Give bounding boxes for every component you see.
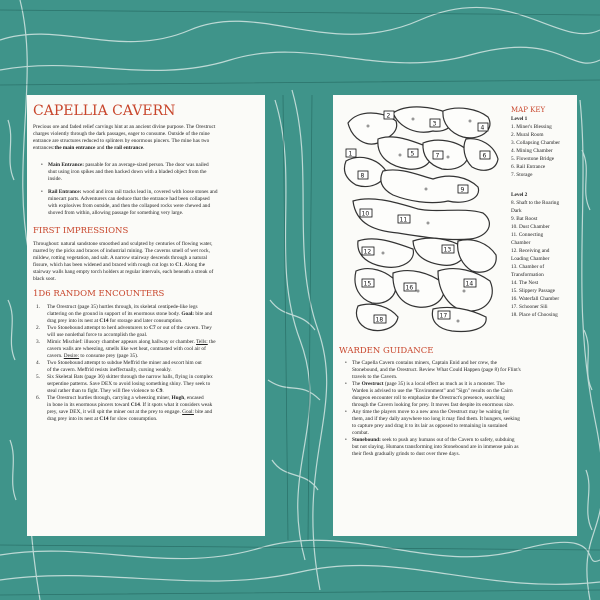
encounter-text: .: [162, 388, 164, 394]
entrance-text: wood and iron rail tracks lead in, covered with loose stones and: [81, 189, 218, 195]
map-marker: [478, 123, 488, 132]
key-item: Dark: [511, 208, 522, 214]
warden-text: to capture prey and drag it to its lair as opposed to remaining in sustained: [352, 423, 508, 429]
level-label: Level 2: [511, 192, 528, 198]
map-marker: [458, 185, 468, 194]
encounter-text: Two Stonebound attempt to subdue Meffrid the miner and escort him out: [47, 360, 202, 366]
map-label: 6: [482, 152, 487, 160]
map-label: 13: [443, 246, 452, 254]
map-label: 16: [405, 284, 414, 292]
warden-text: dungeon encounter roll to emphasize the Orestruct's presence, searching: [352, 395, 505, 401]
bullet-icon: •: [345, 438, 347, 443]
map-marker: [360, 209, 372, 218]
encounter-text: cavern walls are wheezing, smells like wet heat, contrasted with cool air of: [47, 346, 206, 352]
encounter-text: or out of the cavern. They: [156, 325, 212, 331]
key-item: Transformation: [511, 272, 544, 278]
map-label: 18: [375, 316, 384, 324]
key-item: Loading Chamber: [511, 256, 550, 262]
desire-label: Desire:: [63, 353, 80, 359]
room-ref: C7: [149, 325, 156, 331]
map-marker: [433, 151, 443, 160]
map-marker: [404, 283, 416, 292]
map-label: 4: [480, 124, 485, 132]
map-marker: [358, 171, 368, 180]
map-marker: [384, 111, 394, 120]
encounter-number: 5.: [36, 374, 40, 380]
encounter-text: Mimic Mischief: illusory chamber appears along hallway or chamber.: [47, 339, 195, 345]
encounter-text: for storage and later consumption.: [109, 318, 183, 324]
bullet-icon: •: [41, 190, 43, 195]
entrance-text: shoved from within, allowing passage for something very large.: [48, 210, 184, 216]
warden-text: but not slaying. Humans transforming into Stonebound are in immense pain as: [352, 444, 519, 450]
intro-line: Precious ore and faded relief carvings hint at an ancient divine purpose. The Orestruct: [33, 124, 216, 130]
warden-text: combat.: [352, 430, 369, 436]
key-item: 8. Shaft to the Roaring: [511, 200, 560, 206]
text-line: stairway walls hang empty torch holders at regular intervals, each beneath a streak of: [33, 269, 214, 275]
map-marker: [398, 215, 410, 224]
encounter-text: If it spots what it considers weak: [142, 402, 213, 408]
entrance-text: with explosives from outside, and then the collapsed rocks were chewed and: [48, 203, 211, 209]
goal-label: Goal:: [182, 409, 194, 415]
key-item: 3. Collapsing Chamber: [511, 140, 560, 146]
encounter-text: in bone in its enormous pincers toward: [47, 402, 130, 408]
encounter-text: drag prey into its nest at: [47, 416, 99, 422]
key-item: 11. Connecting: [511, 232, 544, 238]
room-ref: C14: [130, 402, 140, 408]
entrance-label: Rail Entrance:: [48, 189, 82, 195]
encounter-text: steal rather than to fight. They will flee violence to: [47, 388, 155, 394]
key-item: 2. Mural Room: [511, 132, 544, 138]
encounter-text: The Orestruct (page 35) hurtles through, its skeletal centipede-like legs: [47, 304, 198, 310]
bullet-icon: •: [345, 361, 347, 366]
level-label: Level 1: [511, 116, 528, 122]
npc-name: Hugh: [171, 395, 185, 401]
warden-guidance-heading: WARDEN GUIDANCE: [339, 346, 434, 356]
encounter-text: prey, save DEX, it will spit the miner out at the prey to engage.: [47, 409, 181, 415]
encounter-text: Six Skeletal Bats (page 36) skitter through the narrow halls, flying in complex: [47, 374, 213, 380]
bullet-icon: •: [41, 163, 43, 168]
encounter-text: of the cavern. Meffrid resists ineffectually, cursing weakly.: [47, 367, 172, 373]
warden-text: Warden is advised to use the "Environment" and "Sign" results on the Cairn: [352, 388, 513, 394]
encounter-number: 3.: [36, 339, 40, 345]
main-entrance-ref: the main entrance: [54, 145, 96, 151]
warden-text: their flesh gradually grinds to dust over three days.: [352, 451, 460, 457]
warden-label: Orestruct: [361, 381, 384, 387]
key-item: 1. Miner's Blessing: [511, 124, 552, 130]
intro-line: entrance are structures reduced to splinters by enormous pincers. The mine has two: [33, 138, 210, 144]
map-label: 5: [410, 150, 415, 158]
key-item: 6. Rail Entrance: [511, 164, 546, 170]
text-line: fissure, which has been widened and braced with rough cut logs to: [33, 262, 174, 268]
map-marker: [438, 311, 450, 320]
key-item: 13. Chamber of: [511, 264, 545, 270]
key-item: 14. The Nest: [511, 280, 539, 286]
key-item: 17. Schooner Sili: [511, 304, 548, 310]
encounter-text: bite and: [195, 409, 213, 415]
entrance-label: Main Entrance:: [48, 162, 85, 168]
room-ref: C14: [99, 318, 109, 324]
random-encounters-heading: 1D6 RANDOM ENCOUNTERS: [33, 289, 165, 299]
encounter-text: clattering on the ground in support of its enormous stone body.: [47, 311, 181, 317]
encounter-number: 4.: [36, 360, 40, 366]
entrance-text: passable for an average-sized person. The door was nailed: [84, 162, 209, 168]
map-label: 7: [435, 152, 440, 160]
map-label: 2: [386, 112, 391, 120]
encounter-number: 2.: [36, 325, 40, 331]
map-marker: [430, 119, 440, 128]
room-ref: C14: [99, 416, 109, 422]
map-marker: [408, 149, 418, 158]
warden-text: (page 35) is a local effect as much as it is a monster. The: [383, 381, 505, 387]
text-line: black soot.: [33, 276, 56, 282]
key-item: 18. Place of Choosing: [511, 312, 558, 318]
entrance-text: shut using iron spikes and then hacked down with a bladed object from the: [48, 169, 207, 175]
encounter-text: for slow consumption.: [109, 416, 158, 422]
map-label: 12: [363, 248, 372, 256]
key-item: 10. Dust Chamber: [511, 224, 550, 230]
warden-text: Any time the players move to a new area the Orestruct may be waiting for: [352, 409, 510, 415]
room-ref: C1: [175, 262, 182, 268]
text-line: marred by the picks and braces of industrial mining. The caverns smell of wet rock,: [33, 248, 211, 254]
entrance-text: minecart parts. Adventurers can deduce that the entrance had been collapsed: [48, 196, 210, 202]
encounter-text: will use nonlethal force to accomplish the goal.: [47, 332, 148, 338]
encounter-text: Two Stonebound attempt to herd adventurers to: [47, 325, 148, 331]
goal-label: Goal:: [181, 311, 195, 317]
map-label: 14: [465, 280, 474, 288]
map-label: 15: [363, 280, 372, 288]
intro-line: entrances:: [33, 145, 55, 151]
map-label: 3: [432, 120, 437, 128]
map-label: 17: [439, 312, 448, 320]
key-item: 9. Bat Roost: [511, 216, 538, 222]
map-label: 10: [361, 210, 370, 218]
map-marker: [362, 279, 374, 288]
map-label: 1: [348, 150, 353, 158]
key-item: 15. Slippery Passage: [511, 288, 555, 294]
map-marker: [362, 247, 374, 256]
warden-text: seek to push any humans out of the Cavern to safety, subduing: [380, 437, 515, 443]
map-marker: [442, 245, 454, 254]
text-line: Throughout: natural sandstone smoothed and sculpted by centuries of flowing water,: [33, 241, 213, 247]
entrance-text: inside.: [48, 176, 62, 182]
encounter-number: 6.: [36, 395, 40, 401]
bullet-icon: •: [345, 410, 347, 415]
map-label: 9: [460, 186, 465, 194]
encounter-text: to consume prey (page 35).: [80, 353, 139, 359]
first-impressions-heading: FIRST IMPRESSIONS: [33, 226, 129, 236]
map-key-heading: MAP KEY: [511, 106, 546, 114]
room-ref: C9: [155, 388, 163, 394]
key-item: 16. Waterfall Chamber: [511, 296, 560, 302]
encounter-text: bite and: [194, 311, 213, 317]
text-line: . Along the: [181, 262, 206, 268]
encounter-text: drag prey into its nest at: [47, 318, 99, 324]
encounter-text: the: [209, 339, 216, 345]
cavern-map: [338, 101, 506, 334]
text-line: mildew, rotting vegetation, and salt. A narrow stairway descends through a natural: [33, 255, 208, 261]
rail-entrance-ref: the rail entrance: [105, 145, 144, 151]
key-item: 7. Storage: [511, 172, 533, 178]
warden-text: The: [352, 381, 362, 387]
intro-conj: and: [95, 145, 106, 151]
warden-text: Stonebound, and the Orestruct. Review What Could Happen (page 8) for Flint's: [352, 367, 521, 373]
encounter-text: serpentine patterns. Save DEX to avoid losing something shiny. They seek to: [47, 381, 211, 387]
tells-label: Tells:: [196, 339, 208, 345]
bullet-icon: •: [345, 382, 347, 387]
map-marker: [374, 315, 386, 324]
warden-text: travels to the Cavern.: [352, 374, 398, 380]
map-marker: [464, 279, 476, 288]
encounter-text: The Orestruct hurtles through, carrying a wheezing miner,: [47, 395, 171, 401]
intro-end: .: [143, 145, 145, 151]
key-item: Chamber: [511, 240, 531, 246]
key-item: 4. Mining Chamber: [511, 148, 553, 154]
warden-text: through the Cavern looking for prey. It moves fast despite its enormous size.: [352, 402, 515, 408]
key-item: 12. Receiving and: [511, 248, 550, 254]
page-title: CAPELLIA CAVERN: [33, 103, 176, 119]
warden-text: The Capella Cavern contains miners, Captain Enid and her crew, the: [352, 360, 497, 366]
map-marker: [346, 149, 356, 158]
warden-label: Stonebound:: [352, 437, 381, 443]
map-label: 8: [360, 172, 365, 180]
encounter-text: , encased: [184, 395, 204, 401]
key-item: 5. Flowstone Bridge: [511, 156, 555, 162]
intro-line: charges violently through the dark passages, eager to consume. Outside of the mine: [33, 131, 210, 137]
encounter-number: 1.: [36, 304, 40, 310]
warden-text: them, and if they dally anywhere too long it may find them. It hungers, seeking: [352, 416, 520, 422]
map-marker: [480, 151, 490, 160]
map-label: 11: [399, 216, 408, 224]
encounter-text: cavern.: [47, 353, 63, 359]
